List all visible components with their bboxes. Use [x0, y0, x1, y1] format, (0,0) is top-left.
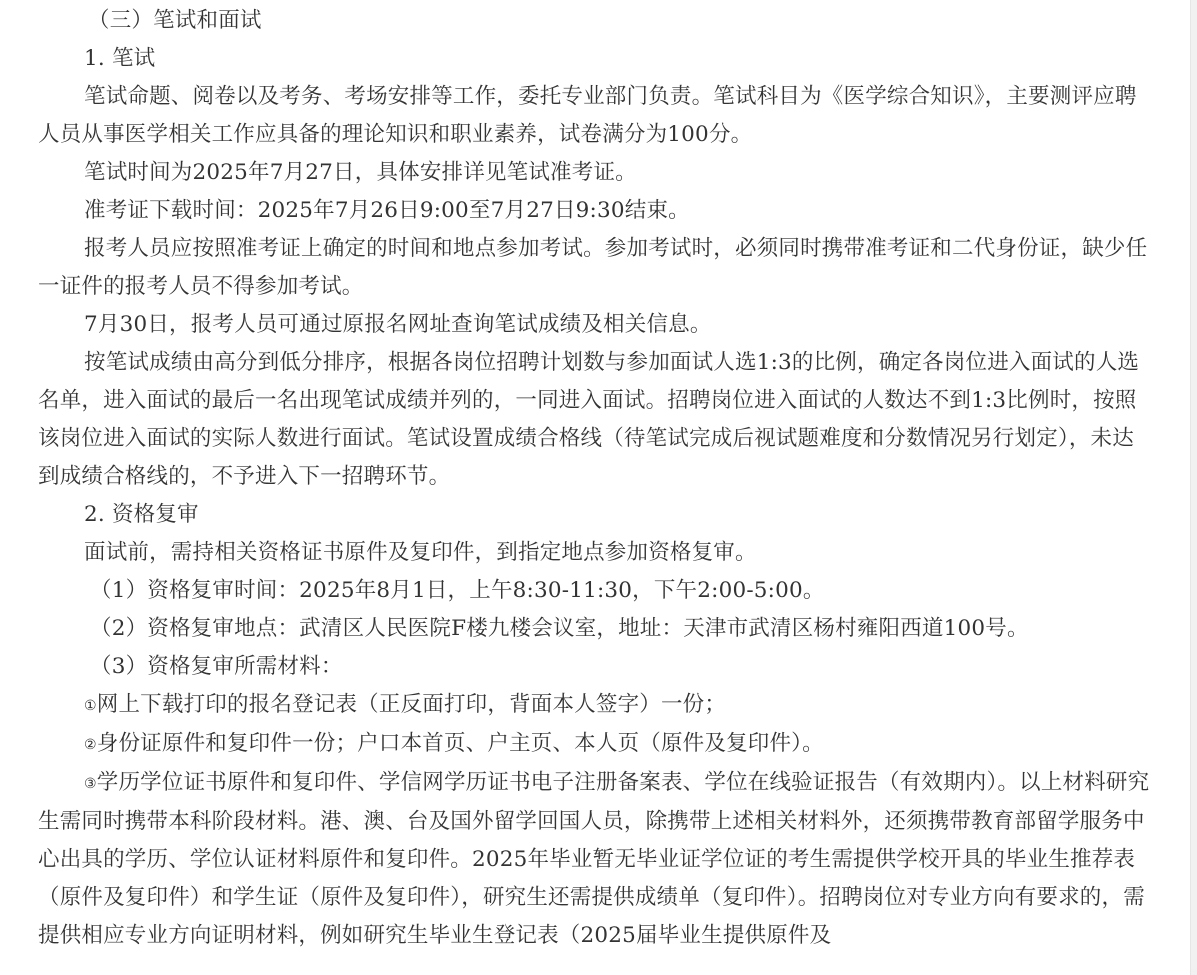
- paragraph-exam-content: 笔试命题、阅卷以及考务、考场安排等工作，委托专业部门负责。笔试科目为《医学综合知识》，主要测评应聘人员从事医学相关工作应具备的理论知识和职业素养，试卷满分为100分。: [38, 84, 1137, 147]
- subheading-written-exam: 1. 笔试: [84, 46, 156, 71]
- review-time: （1）资格复审时间：2025年8月1日，上午8:30-11:30，下午2:00-5:00。: [90, 578, 825, 603]
- paragraph-exam-time: 笔试时间为2025年7月27日，具体安排详见笔试准考证。: [84, 160, 637, 185]
- material-item-3: [38, 764, 1150, 955]
- material-item-1: [38, 686, 1150, 725]
- review-materials-title: （3）资格复审所需材料：: [90, 654, 343, 679]
- review-location: （2）资格复审地点：武清区人民医院F楼九楼会议室，地址：天津市武清区杨村雍阳西道100号。: [90, 616, 1029, 641]
- paragraph-review-intro: 面试前，需持相关资格证书原件及复印件，到指定地点参加资格复审。: [84, 540, 757, 565]
- material-item-3-text: 学历学位证书原件和复印件、学信网学历证书电子注册备案表、学位在线验证报告（有效期内）。以上材料研究生需同时携带本科阶段材料。港、澳、台及国外留学回国人员，除携带上述相关材料外，还须携带教育部留学服务中心出具的学历、学位认证材料原件和复印件。2025年毕业暂无毕业证学位证的考生需提供学校开具的毕业生推荐表（原件及复印件）和学生证（原件及复印件），研究生还需提供成绩单（复印件）。招聘岗位对专业方向有要求的，需提供相应专业方向证明材料，例如研究生毕业生登记表（2025届毕业生提供原件及: [38, 770, 1150, 948]
- material-item-1-text: 网上下载打印的报名登记表（正反面打印，背面本人签字）一份；: [96, 692, 727, 717]
- circled-number-2: ②: [84, 737, 97, 753]
- paragraph-score-query: 7月30日，报考人员可通过原报名网址查询笔试成绩及相关信息。: [84, 312, 712, 337]
- circled-number-3: ③: [84, 776, 97, 792]
- paragraph-admission-download: 准考证下载时间：2025年7月26日9:00至7月27日9:30结束。: [84, 198, 690, 223]
- circled-number-1: ①: [84, 698, 97, 714]
- paragraph-interview-selection: 按笔试成绩由高分到低分排序，根据各岗位招聘计划数与参加面试人选1:3的比例，确定各岗位进入面试的人选名单，进入面试的最后一名出现笔试成绩并列的，一同进入面试。招聘岗位进入面试的人数达不到1:3比例时，按照该岗位进入面试的实际人数进行面试。笔试设置成绩合格线（待笔试完成后视试题难度和分数情况另行划定），未达到成绩合格线的，不予进入下一招聘环节。: [38, 350, 1140, 489]
- subheading-qualification-review: 2. 资格复审: [84, 502, 199, 527]
- paragraph-exam-rules: 报考人员应按照准考证上确定的时间和地点参加考试。参加考试时，必须同时携带准考证和二代身份证，缺少任一证件的报考人员不得参加考试。: [38, 236, 1148, 299]
- material-item-2: [38, 725, 1150, 764]
- vertical-scrollbar[interactable]: [1190, 0, 1197, 975]
- section-heading: （三）笔试和面试: [88, 8, 262, 33]
- document-body: [38, 0, 1150, 955]
- material-item-2-text: 身份证原件和复印件一份；户口本首页、户主页、本人页（原件及复印件）。: [96, 731, 824, 756]
